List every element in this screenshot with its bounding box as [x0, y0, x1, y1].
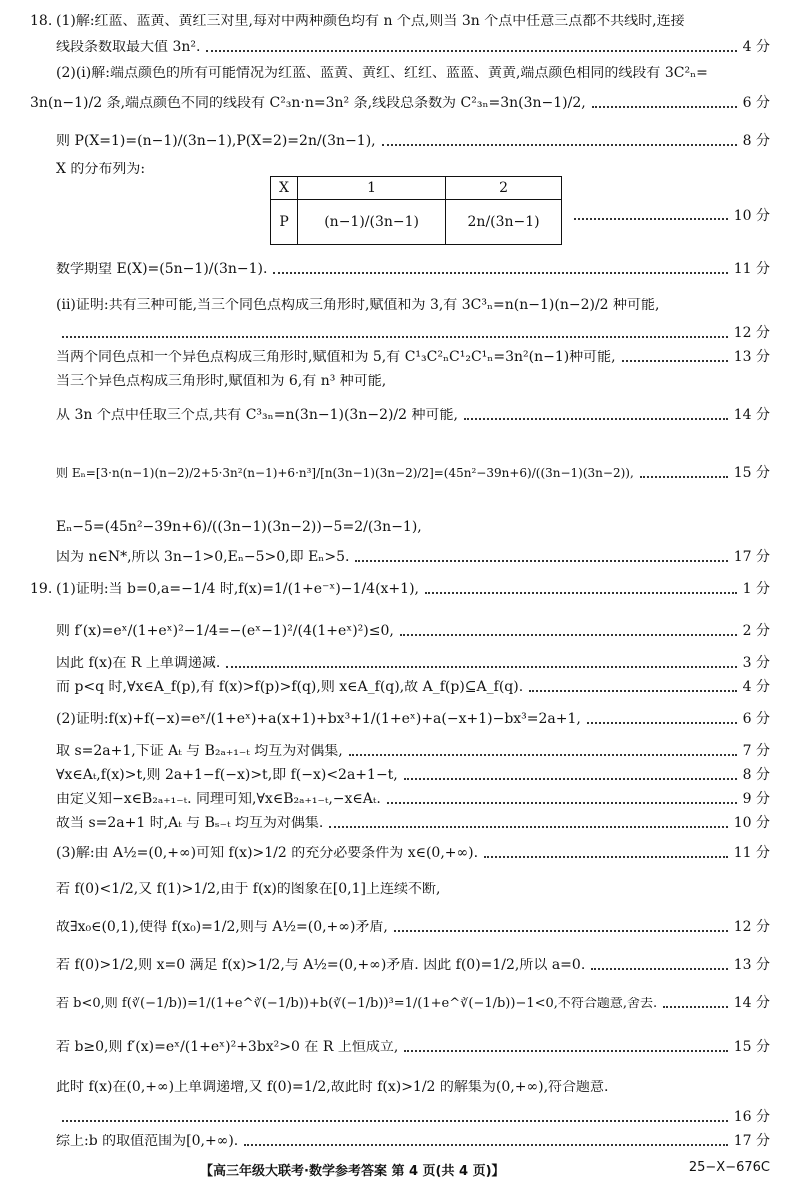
p19-text-13: 若 f(0)>1/2,则 x=0 满足 f(x)>1/2,与 A½=(0,+∞)矛盾. 因此 f(0)=1/2,所以 a=0. [56, 958, 586, 972]
table-row [271, 200, 562, 245]
score-mark: 8 分 [742, 767, 770, 783]
p18-line-2 [56, 40, 770, 54]
table-score-line [568, 205, 770, 225]
p18-text-5: 则 P(X=1)=(n−1)/(3n−1),P(X=2)=2n/(3n−1), [56, 134, 376, 148]
score-mark: 15 分 [733, 465, 770, 481]
p18-text-10: 当两个同色点和一个异色点构成三角形时,赋值和为 5,有 C¹₃C²ₙC¹₂C¹ₙ=3n²(n−1)种可能, [56, 350, 616, 364]
score-mark: 4 分 [742, 679, 770, 695]
dot-leader [640, 476, 728, 478]
p19-line-2 [56, 624, 770, 638]
p18-line-13 [56, 466, 770, 480]
p19-line-11 [56, 882, 770, 896]
dot-leader [349, 754, 737, 756]
p19-text-15: 若 b≥0,则 f′(x)=eˣ/(1+eˣ)²+3bx²>0 在 R 上恒成立, [56, 1040, 399, 1054]
table-cell: 2n/(3n−1) [446, 200, 562, 245]
p19-line-10 [56, 846, 770, 860]
score-mark: 10 分 [733, 815, 770, 831]
score-mark: 11 分 [733, 261, 770, 277]
p19-text-9: 故当 s=2a+1 时,Aₜ 与 Bₛ₋ₜ 均互为对偶集. [56, 816, 324, 830]
p18-line-11 [56, 374, 770, 388]
p19-line-8 [56, 792, 770, 806]
p18-line-7 [56, 262, 770, 276]
dot-leader [622, 360, 728, 362]
table-cell: 1 [298, 177, 446, 200]
p18-text-1: (1)解:红蓝、蓝黄、黄红三对里,每对中两种颜色均有 n 个点,则当 3n 个点中任意三点都不共线时,连接 [56, 14, 685, 28]
p18-text-7: 数学期望 E(X)=(5n−1)/(3n−1). [56, 262, 268, 276]
dot-leader [387, 802, 737, 804]
score-mark: 14 分 [733, 995, 770, 1011]
p19-line-17 [56, 1110, 770, 1124]
p19-line-18 [56, 1134, 770, 1148]
distribution-table [270, 176, 562, 245]
dot-leader [404, 778, 737, 780]
p18-line-3 [56, 66, 770, 80]
score-mark: 11 分 [733, 845, 770, 861]
p18-line-8 [56, 298, 770, 312]
dot-leader [587, 722, 737, 724]
p18-line-5 [56, 134, 770, 148]
dot-leader [529, 690, 736, 692]
table-cell: P [271, 200, 298, 245]
p19-line-15 [56, 1040, 770, 1054]
dot-leader [425, 592, 737, 594]
p18-number: 18. [30, 13, 53, 29]
score-mark: 15 分 [733, 1039, 770, 1055]
p18-text-4: 3n(n−1)/2 条,端点颜色不同的线段有 C²₃n·n=3n² 条,线段总条数为 C²₃ₙ=3n(3n−1)/2, [30, 96, 586, 110]
p19-line-5 [56, 712, 770, 726]
dot-leader [394, 930, 728, 932]
p19-line-3 [56, 656, 770, 670]
dot-leader [355, 560, 727, 562]
score-mark: 6 分 [742, 711, 770, 727]
p19-text-6: 取 s=2a+1,下证 Aₜ 与 B₂ₐ₊₁₋ₜ 均互为对偶集, [56, 744, 343, 758]
p19-line-7 [56, 768, 770, 782]
dot-leader [62, 336, 728, 338]
page-footer: 【高三年级大联考·数学参考答案 第 4 页(共 4 页)】 [200, 1164, 505, 1179]
dot-leader [329, 826, 727, 828]
score-mark: 10 分 [733, 208, 770, 224]
score-mark: 17 分 [733, 549, 770, 565]
score-mark: 9 分 [742, 791, 770, 807]
p19-text-10: (3)解:由 A½=(0,+∞)可知 f(x)>1/2 的充分必要条件为 x∈(0,+∞). [56, 846, 479, 860]
table-header-row [271, 177, 562, 200]
dot-leader [62, 1120, 728, 1122]
score-mark: 3 分 [742, 655, 770, 671]
dot-leader [591, 968, 727, 970]
p19-line-12 [56, 920, 770, 934]
p19-text-2: 则 f′(x)=eˣ/(1+eˣ)²−1/4=−(eˣ−1)²/(4(1+eˣ)²)≤0, [56, 624, 394, 638]
table-cell: X [271, 177, 298, 200]
dot-leader [484, 856, 728, 858]
p19-text-18: 综上:b 的取值范围为[0,+∞). [56, 1134, 239, 1148]
score-mark: 16 分 [733, 1109, 770, 1125]
p19-text-11: 若 f(0)<1/2,又 f(1)>1/2,由于 f(x)的图象在[0,1]上连续不断, [56, 882, 441, 896]
table-cell: (n−1)/(3n−1) [298, 200, 446, 245]
dot-leader [663, 1006, 728, 1008]
p18-text-8: (ii)证明:共有三种可能,当三个同色点构成三角形时,赋值和为 3,有 3C³ₙ=n(n−1)(n−2)/2 种可能, [56, 298, 660, 312]
dot-leader [574, 218, 728, 220]
p18-text-13: 则 Eₙ=[3·n(n−1)(n−2)/2+5·3n²(n−1)+6·n³]/[n(3n−1)(3n−2)/2]=(45n²−39n+6)/((3n−1)(3n−2)), [56, 467, 634, 479]
p18-text-12: 从 3n 个点中任取三个点,共有 C³₃ₙ=n(3n−1)(3n−2)/2 种可能, [56, 408, 458, 422]
p18-text-3: (2)(i)解:端点颜色的所有可能情况为红蓝、蓝黄、黄红、红红、蓝蓝、黄黄,端点颜色相同的线段有 3C²ₙ= [56, 66, 708, 80]
dot-leader [404, 1050, 727, 1052]
dot-leader [244, 1144, 727, 1146]
score-mark: 13 分 [733, 349, 770, 365]
score-mark: 7 分 [742, 743, 770, 759]
score-mark: 12 分 [733, 919, 770, 935]
p19-text-7: ∀x∈Aₜ,f(x)>t,则 2a+1−f(−x)>t,即 f(−x)<2a+1−t, [56, 768, 398, 782]
p18-line-6 [56, 162, 770, 176]
table-cell: 2 [446, 177, 562, 200]
p19-line-6 [56, 744, 770, 758]
p18-line-4 [30, 96, 770, 110]
score-mark: 12 分 [733, 325, 770, 341]
document-code: 25−X−676C [688, 1160, 770, 1175]
score-mark: 13 分 [733, 957, 770, 973]
score-mark: 2 分 [742, 623, 770, 639]
score-mark: 8 分 [742, 133, 770, 149]
dot-leader [206, 50, 736, 52]
p18-line-12 [56, 408, 770, 422]
p18-line-14 [56, 520, 770, 534]
p19-text-14: 若 b<0,则 f(∛(−1/b))=1/(1+e^∛(−1/b))+b(∛(−1/b))³=1/(1+e^∛(−1/b))−1<0,不符合题意,舍去. [56, 996, 658, 1010]
score-mark: 6 分 [742, 95, 770, 111]
p18-line-1 [30, 14, 770, 28]
dot-leader [592, 106, 737, 108]
p18-line-9 [56, 326, 770, 340]
p19-line-16 [56, 1080, 770, 1094]
score-mark: 14 分 [733, 407, 770, 423]
dot-leader [273, 272, 727, 274]
p19-line-14 [56, 996, 770, 1010]
p19-text-3: 因此 f(x)在 R 上单调递减. [56, 656, 221, 670]
p18-line-15 [56, 550, 770, 564]
p18-text-6: X 的分布列为: [56, 162, 146, 176]
dot-leader [464, 418, 728, 420]
p19-line-13 [56, 958, 770, 972]
p19-text-16: 此时 f(x)在(0,+∞)上单调递增,又 f(0)=1/2,故此时 f(x)>1/2 的解集为(0,+∞),符合题意. [56, 1080, 609, 1094]
dot-leader [400, 634, 737, 636]
dot-leader [226, 666, 736, 668]
p19-text-5: (2)证明:f(x)+f(−x)=eˣ/(1+eˣ)+a(x+1)+bx³+1/(1+eˣ)+a(−x+1)−bx³=2a+1, [56, 712, 581, 726]
p18-line-10 [56, 350, 770, 364]
score-mark: 4 分 [742, 39, 770, 55]
score-mark: 17 分 [733, 1133, 770, 1149]
p19-number: 19. [30, 581, 53, 597]
p19-text-4: 而 p<q 时,∀x∈A_f(p),有 f(x)>f(p)>f(q),则 x∈A_f(q),故 A_f(p)⊆A_f(q). [56, 680, 524, 694]
score-mark: 1 分 [742, 581, 770, 597]
p19-text-12: 故∃x₀∈(0,1),使得 f(x₀)=1/2,则与 A½=(0,+∞)矛盾, [56, 920, 388, 934]
p19-line-4 [56, 680, 770, 694]
p18-text-2: 线段条数取最大值 3n². [56, 40, 201, 54]
p18-text-11: 当三个异色点构成三角形时,赋值和为 6,有 n³ 种可能, [56, 374, 387, 388]
p18-text-14: Eₙ−5=(45n²−39n+6)/((3n−1)(3n−2))−5=2/(3n−1), [56, 520, 422, 534]
p19-text-1: (1)证明:当 b=0,a=−1/4 时,f(x)=1/(1+e⁻ˣ)−1/4(x+1), [56, 582, 419, 596]
p19-line-9 [56, 816, 770, 830]
p19-text-8: 由定义知−x∈B₂ₐ₊₁₋ₜ. 同理可知,∀x∈B₂ₐ₊₁₋ₜ,−x∈Aₜ. [56, 792, 381, 806]
p19-line-1 [30, 582, 770, 596]
p18-text-15: 因为 n∈N*,所以 3n−1>0,Eₙ−5>0,即 Eₙ>5. [56, 550, 350, 564]
dot-leader [382, 144, 737, 146]
